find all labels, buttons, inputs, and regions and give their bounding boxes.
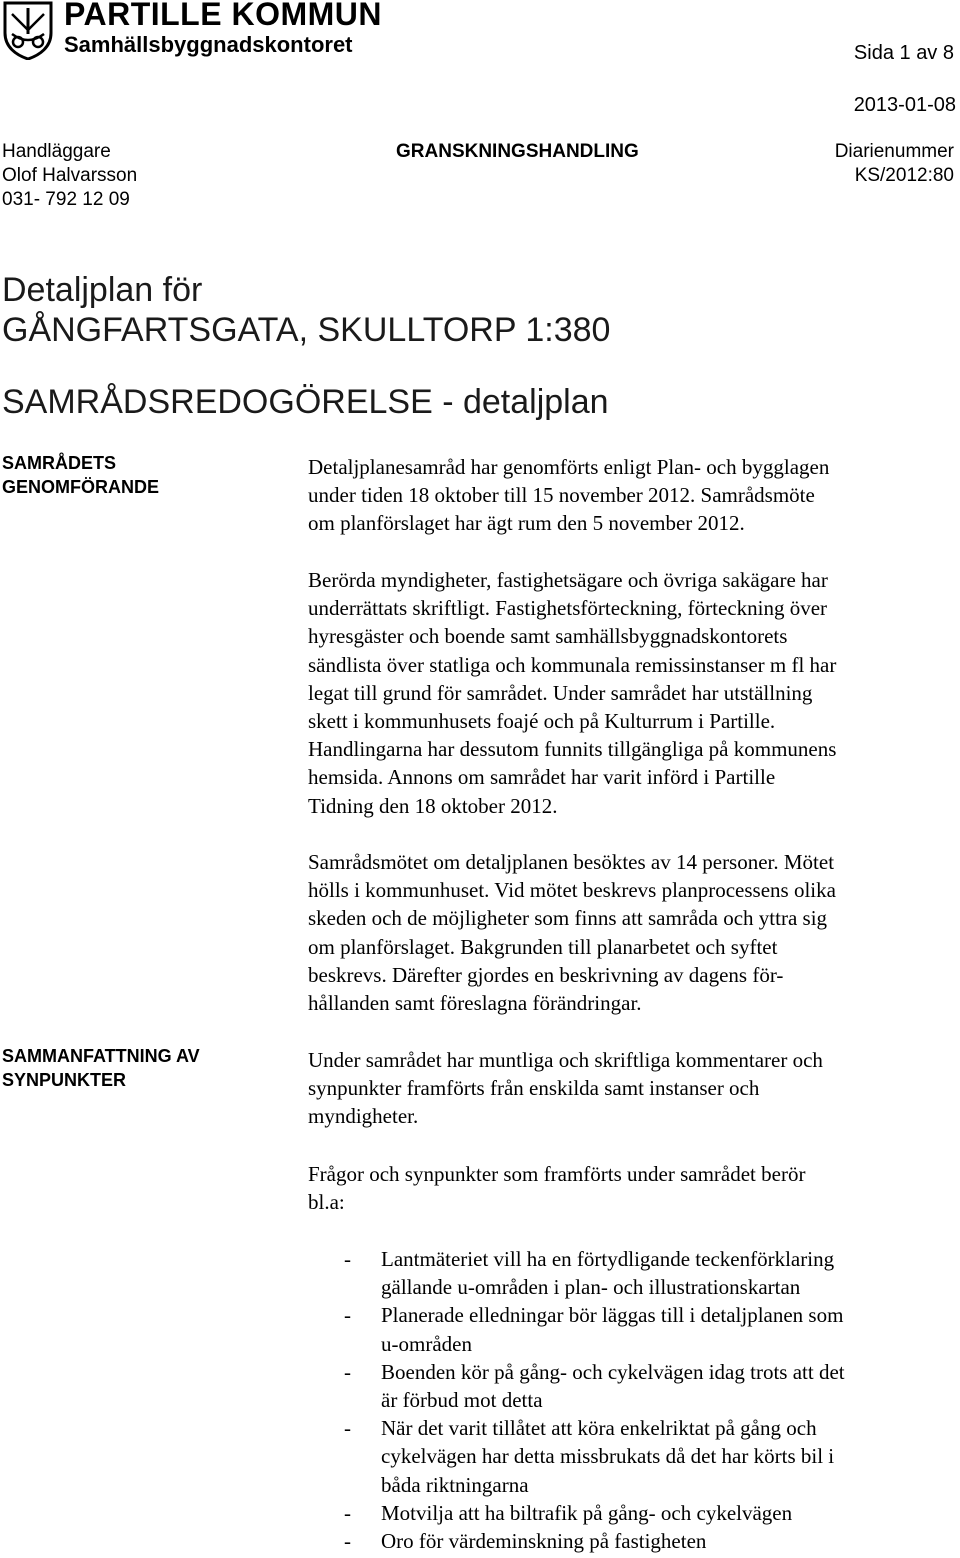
text-line: båda riktningarna [381,1472,529,1497]
text-line: Samrådsmötet om detaljplanen besöktes av 14 personer. Mötet [308,850,835,874]
text-line: hållanden samt föreslagna förändringar. [308,991,642,1016]
text-line: legat till grund för samrådet. Under samrådet har utställning [308,680,813,705]
org-logo [2,0,382,62]
text-line: om planförslaget. Bakgrunden till planarbetet och syftet [308,934,778,959]
text-line: Oro för värdeminskning på fastigheten [381,1529,707,1554]
org-name: PARTILLE KOMMUN [64,0,382,32]
text-line: Lantmäteriet vill ha en förtydligande teckenförklaring [381,1247,835,1271]
list-item [308,1527,948,1555]
text-line: under tiden 18 oktober till 15 november 2012. Samrådsmöte [308,483,815,508]
handler-label: Handläggare [2,141,111,162]
document-title-line-1: Detaljplan för [2,271,203,309]
section-label-line: SAMRÅDETS [2,453,117,473]
section-label-line: GENOMFÖRANDE [2,477,159,497]
text-line: skeden och de möjligheter som finns att samråda och yttra sig [308,906,828,931]
text-line: gällande u-områden i plan- och illustrationskartan [381,1275,801,1300]
municipal-crest-icon [2,0,54,60]
department-name: Samhällsbyggnadskontoret [64,32,353,57]
text-line: myndigheter. [308,1104,419,1129]
text-line: Handlingarna har dessutom funnits tillgängliga på kommunens [308,737,837,762]
list-dash: - [344,1359,351,1384]
list-item [308,1358,948,1414]
section-label-sammanfattning [2,1044,200,1092]
handler-phone: 031- 792 12 09 [2,189,130,210]
text-line: sändlista över statliga och kommunala remissinstanser m fl har [308,652,837,677]
text-line: Planerade elledningar bör läggas till i detaljplanen som [381,1303,844,1328]
section-label-line: SYNPUNKTER [2,1070,127,1090]
document-title-line-2: GÅNGFARTSGATA, SKULLTORP 1:380 [2,311,611,349]
list-item [308,1245,948,1301]
paragraph-conduct [308,453,829,538]
list-dash: - [344,1303,351,1328]
document-date: 2013-01-08 [853,94,956,116]
text-line: underrättats skriftligt. Fastighetsförteckning, förteckning över [308,596,828,621]
text-line: om planförslaget har ägt rum den 5 november 2012. [308,511,745,536]
text-line: Berörda myndigheter, fastighetsägare och övriga sakägare har [308,568,828,592]
text-line: beskrevs. Därefter gjordes en beskrivning av dagens för- [308,962,784,987]
handler-name: Olof Halvarsson [2,165,138,186]
text-line: Boenden kör på gång- och cykelvägen idag trots att det [381,1359,845,1384]
text-line: synpunkter framförts från enskilda samt instanser och [308,1076,760,1101]
diary-label: Diarienummer [834,141,954,162]
text-line: cykelvägen har detta missbrukats då det har körts bil i [381,1444,835,1469]
list-dash: - [344,1500,351,1525]
list-item [308,1301,948,1357]
text-line: hyresgäster och boende samt samhällsbyggnadskontorets [308,624,788,649]
list-dash: - [344,1416,351,1441]
list-dash: - [344,1529,351,1554]
text-line: hölls i kommunhuset. Vid mötet beskrevs planprocessens olika [308,878,836,903]
text-line: Detaljplanesamråd har genomförts enligt Plan- och bygglagen [308,455,830,479]
document-subtitle: SAMRÅDSREDOGÖRELSE - detaljplan [2,383,609,421]
list-item [308,1414,948,1499]
paragraph-topics-intro [308,1160,805,1216]
list-dash: - [344,1247,351,1271]
section-label-line: SAMMANFATTNING AV [2,1046,200,1066]
synpunkter-list [308,1245,948,1555]
section-label-genomforande [2,451,159,499]
text-line: När det varit tillåtet att köra enkelriktat på gång och [381,1416,817,1441]
document-status: GRANSKNINGSHANDLING [396,141,639,162]
text-line: Tidning den 18 oktober 2012. [308,793,558,818]
text-line: Under samrådet har muntliga och skriftliga kommentarer och [308,1048,823,1072]
text-line: Motvilja att ha biltrafik på gång- och cykelvägen [381,1500,793,1525]
text-line: skett i kommunhusets foajé och på Kulturrum i Partille. [308,709,776,734]
list-item [308,1499,948,1527]
text-line: Frågor och synpunkter som framförts under samrådet berör [308,1162,806,1186]
paragraph-comments [308,1046,823,1131]
paragraph-notification [308,566,836,820]
diary-number: KS/2012:80 [854,165,954,186]
text-line: är förbud mot detta [381,1388,543,1413]
text-line: hemsida. Annons om samrådet har varit införd i Partille [308,765,776,790]
text-line: bl.a: [308,1190,345,1215]
page-number: Sida 1 av 8 [853,42,954,64]
paragraph-meeting [308,848,836,1017]
text-line: u-områden [381,1331,472,1356]
